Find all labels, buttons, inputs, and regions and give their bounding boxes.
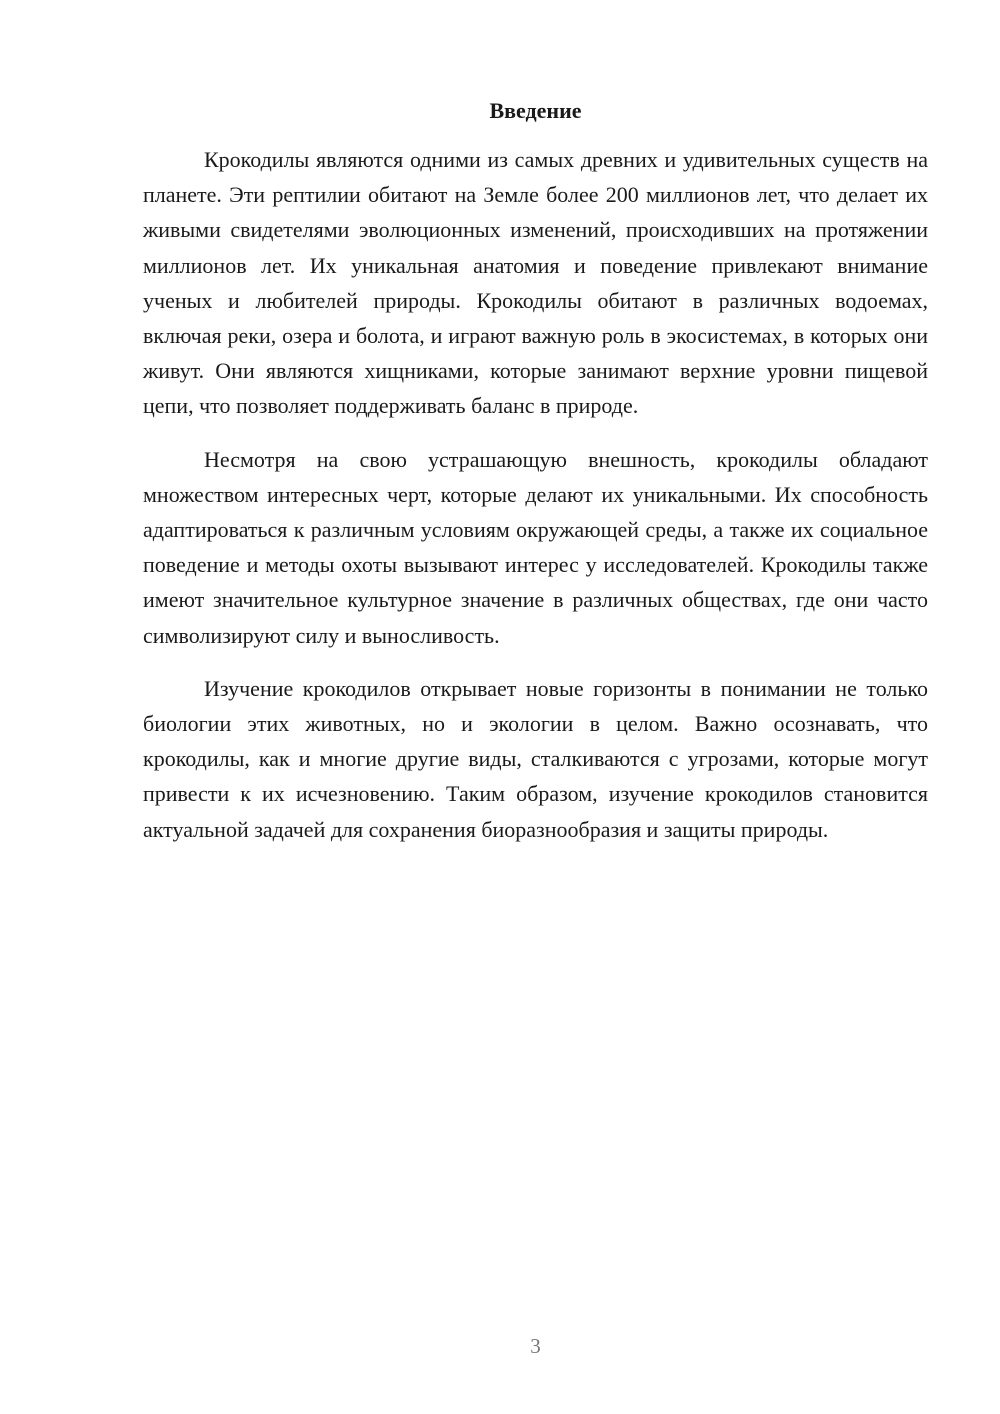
section-heading: Введение bbox=[489, 98, 582, 123]
paragraph-1: Крокодилы являются одними из самых древних и удивительных существ на планете. Эти рептилии обитают на Земле более 200 миллионов лет, что делает их живыми свидетелями эволюционных изменений, происходивших на протяжении миллионов лет. Их уникальная анатомия и поведение привлекают внимание ученых и любителей природы. Крокодилы обитают в различных водоемах, включая реки, озера и болота, и играют важную роль в экосистемах, в которых они живут. Они являются хищниками, которые занимают верхние уровни пищевой цепи, что позволяет поддерживать баланс в природе. bbox=[143, 147, 928, 419]
paragraph-2: Несмотря на свою устрашающую внешность, крокодилы обладают множеством интересных черт, которые делают их уникальными. Их способность адаптироваться к различным условиям окружающей среды, а также их социальное поведение и методы охоты вызывают интерес у исследователей. Крокодилы также имеют значительное культурное значение в различных обществах, где они часто символизируют силу и выносливость. bbox=[143, 446, 928, 648]
paragraph-3: Изучение крокодилов открывает новые горизонты в понимании не только биологии этих животных, но и экологии в целом. Важно осознавать, что крокодилы, как и многие другие виды, сталкиваются с угрозами, которые могут привести к их исчезновению. Таким образом, изучение крокодилов становится актуальной задачей для сохранения биоразнообразия и защиты природы. bbox=[143, 675, 928, 842]
document-body bbox=[143, 142, 928, 865]
page-number: 3 bbox=[530, 1334, 541, 1358]
